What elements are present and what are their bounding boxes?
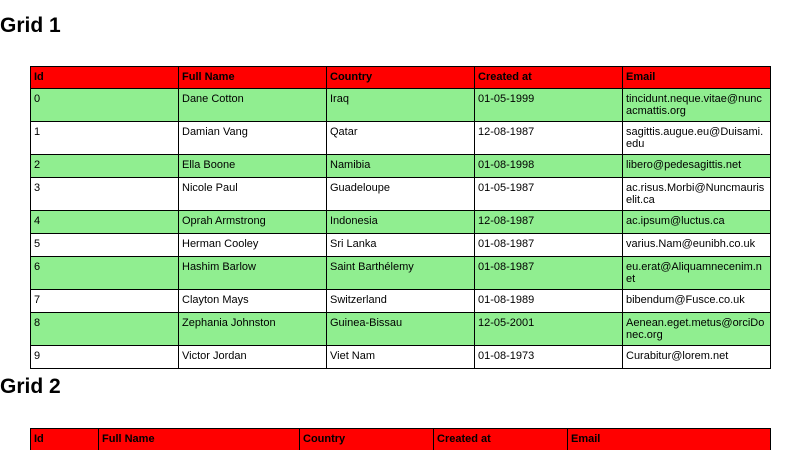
cell-id: 9 [31, 346, 179, 369]
cell-email: Aenean.eget.metus@orciDonec.org [623, 313, 771, 346]
grid-1-table [30, 66, 771, 369]
cell-country: Sri Lanka [327, 234, 475, 257]
cell-country: Saint Barthélemy [327, 257, 475, 290]
column-header-email[interactable]: Email [623, 67, 771, 89]
table-row[interactable] [31, 313, 771, 346]
cell-email: sagittis.augue.eu@Duisami.edu [623, 122, 771, 155]
table-row[interactable] [31, 346, 771, 369]
cell-id: 8 [31, 313, 179, 346]
cell-id: 6 [31, 257, 179, 290]
column-header-full-name[interactable]: Full Name [99, 429, 300, 450]
cell-created-at: 01-08-1987 [475, 234, 623, 257]
cell-email: tincidunt.neque.vitae@nuncacmattis.org [623, 89, 771, 122]
cell-email: Curabitur@lorem.net [623, 346, 771, 369]
table-row[interactable] [31, 178, 771, 211]
cell-country: Indonesia [327, 211, 475, 234]
cell-country: Guadeloupe [327, 178, 475, 211]
cell-id: 4 [31, 211, 179, 234]
cell-full-name: Nicole Paul [179, 178, 327, 211]
cell-full-name: Herman Cooley [179, 234, 327, 257]
cell-full-name: Ella Boone [179, 155, 327, 178]
grid-1-header-row [31, 67, 771, 89]
cell-created-at: 01-08-1989 [475, 290, 623, 313]
cell-full-name: Dane Cotton [179, 89, 327, 122]
cell-created-at: 01-08-1973 [475, 346, 623, 369]
cell-country: Guinea-Bissau [327, 313, 475, 346]
column-header-id[interactable]: Id [31, 67, 179, 89]
grid-2-table [30, 428, 771, 450]
cell-created-at: 01-08-1998 [475, 155, 623, 178]
cell-country: Qatar [327, 122, 475, 155]
cell-created-at: 01-05-1999 [475, 89, 623, 122]
cell-id: 0 [31, 89, 179, 122]
cell-country: Switzerland [327, 290, 475, 313]
grid-2-header-row [31, 429, 771, 450]
cell-email: ac.ipsum@luctus.ca [623, 211, 771, 234]
cell-full-name: Zephania Johnston [179, 313, 327, 346]
cell-country: Namibia [327, 155, 475, 178]
table-row[interactable] [31, 257, 771, 290]
cell-full-name: Damian Vang [179, 122, 327, 155]
column-header-country[interactable]: Country [327, 67, 475, 89]
cell-country: Iraq [327, 89, 475, 122]
cell-email: eu.erat@Aliquamnecenim.net [623, 257, 771, 290]
cell-email: libero@pedesagittis.net [623, 155, 771, 178]
column-header-created-at[interactable]: Created at [475, 67, 623, 89]
cell-id: 3 [31, 178, 179, 211]
cell-id: 7 [31, 290, 179, 313]
cell-country: Viet Nam [327, 346, 475, 369]
table-row[interactable] [31, 234, 771, 257]
cell-email: ac.risus.Morbi@Nuncmauriselit.ca [623, 178, 771, 211]
column-header-email[interactable]: Email [568, 429, 771, 450]
cell-created-at: 12-08-1987 [475, 211, 623, 234]
cell-id: 1 [31, 122, 179, 155]
table-row[interactable] [31, 211, 771, 234]
cell-full-name: Oprah Armstrong [179, 211, 327, 234]
cell-email: varius.Nam@eunibh.co.uk [623, 234, 771, 257]
column-header-country[interactable]: Country [300, 429, 434, 450]
grid-1-title: Grid 1 [0, 14, 61, 37]
cell-full-name: Victor Jordan [179, 346, 327, 369]
cell-full-name: Clayton Mays [179, 290, 327, 313]
table-row[interactable] [31, 155, 771, 178]
table-row[interactable] [31, 122, 771, 155]
cell-id: 5 [31, 234, 179, 257]
cell-created-at: 12-05-2001 [475, 313, 623, 346]
column-header-created-at[interactable]: Created at [434, 429, 568, 450]
cell-created-at: 01-05-1987 [475, 178, 623, 211]
cell-full-name: Hashim Barlow [179, 257, 327, 290]
cell-created-at: 01-08-1987 [475, 257, 623, 290]
cell-created-at: 12-08-1987 [475, 122, 623, 155]
grid-2-title: Grid 2 [0, 375, 61, 398]
column-header-id[interactable]: Id [31, 429, 99, 450]
table-row[interactable] [31, 89, 771, 122]
column-header-full-name[interactable]: Full Name [179, 67, 327, 89]
cell-id: 2 [31, 155, 179, 178]
cell-email: bibendum@Fusce.co.uk [623, 290, 771, 313]
table-row[interactable] [31, 290, 771, 313]
